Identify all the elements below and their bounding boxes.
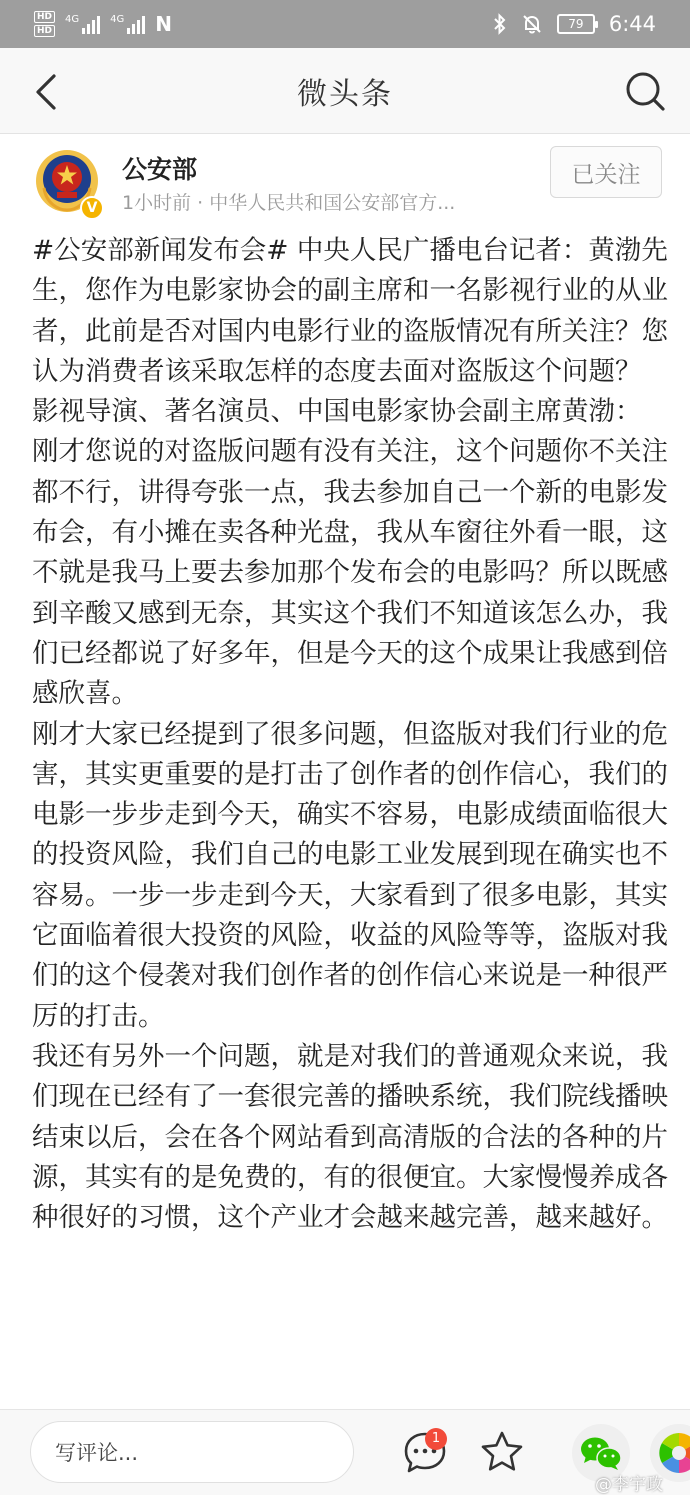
follow-button[interactable]: 已关注 — [550, 146, 662, 198]
article-paragraph: 我还有另外一个问题，就是对我们的普通观众来说，我们现在已经有了一套很完善的播映系统，我们院线播映结束以后，会在各个网站看到高清版的合法的各种的片源，其实有的是免费的，有的很便宜。大家慢慢养成各种很好的习惯，这个产业才会越来越完善，越来越好。 — [32, 1040, 668, 1234]
article-paragraph: 刚才大家已经提到了很多问题，但盗版对我们行业的危害，其实更重要的是打击了创作者的创作信心，我们的电影一步步走到今天，确实不容易，电影成绩面临很大的投资风险，我们自己的电影工业发展到现在确实也不容易。一步一步走到今天，大家看到了很多电影，其实它面临着很大投资的风险，收益的风险等等，盗版对我们的这个侵袭对我们创作者的创作信心来说是一种很严厉的打击。 — [32, 718, 668, 1032]
author-name[interactable]: 公安部 — [122, 155, 198, 184]
author-meta: 1小时前 · 中华人民共和国公安部官方... — [122, 192, 456, 214]
comment-input[interactable]: 写评论... — [30, 1421, 354, 1483]
battery-icon: 79 — [557, 14, 595, 34]
verified-badge-icon: V — [80, 196, 104, 220]
status-left — [34, 11, 172, 37]
network-type-label: 4G — [65, 14, 80, 25]
bottom-bar — [0, 1409, 690, 1495]
bluetooth-icon — [493, 13, 507, 35]
status-bar — [0, 0, 690, 48]
wechat-logo-icon — [579, 1434, 623, 1472]
watermark: @李宇政 — [595, 1475, 663, 1495]
article-paragraph: 刚才您说的对盗版问题有没有关注，这个问题你不关注都不行，讲得夸张一点，我去参加自己一个新的电影发布会，有小摊在卖各种光盘，我从车窗往外看一眼，这不就是我马上要去参加那个发布会的电影吗？所以既感到辛酸又感到无奈，其实这个我们不知道该怎么办，我们已经都说了好多年，但是今天的这个成果让我感到倍感欣喜。 — [32, 436, 668, 710]
status-right — [493, 12, 656, 36]
article-paragraph: 影视导演、著名演员、中国电影家协会副主席黄渤： — [32, 396, 642, 428]
page-title: 微头条 — [297, 76, 393, 112]
article-body — [32, 231, 668, 1411]
network-type-label-2: 4G — [110, 14, 125, 25]
search-icon[interactable] — [624, 70, 666, 112]
comment-count-badge: 1 — [425, 1428, 447, 1450]
author-row — [34, 148, 664, 220]
star-icon[interactable] — [480, 1430, 524, 1474]
signal-icon — [65, 14, 100, 34]
signal-icon-2 — [110, 14, 145, 34]
hd-indicator — [34, 11, 55, 37]
nfc-icon: N — [155, 12, 173, 36]
hd-badge-top: HD — [34, 11, 55, 23]
hd-badge-bottom: HD — [34, 25, 55, 37]
nav-bar — [0, 48, 690, 134]
status-time: 6:44 — [608, 12, 656, 36]
article-paragraph: #公安部新闻发布会# 中央人民广播电台记者：黄渤先生，您作为电影家协会的副主席和一名影视行业的从业者，此前是否对国内电影行业的盗版情况有所关注？您认为消费者该采取怎样的态度去面对盗版这个问题？ — [32, 235, 668, 387]
mute-bell-icon — [521, 13, 543, 35]
back-arrow-icon[interactable] — [32, 72, 62, 112]
